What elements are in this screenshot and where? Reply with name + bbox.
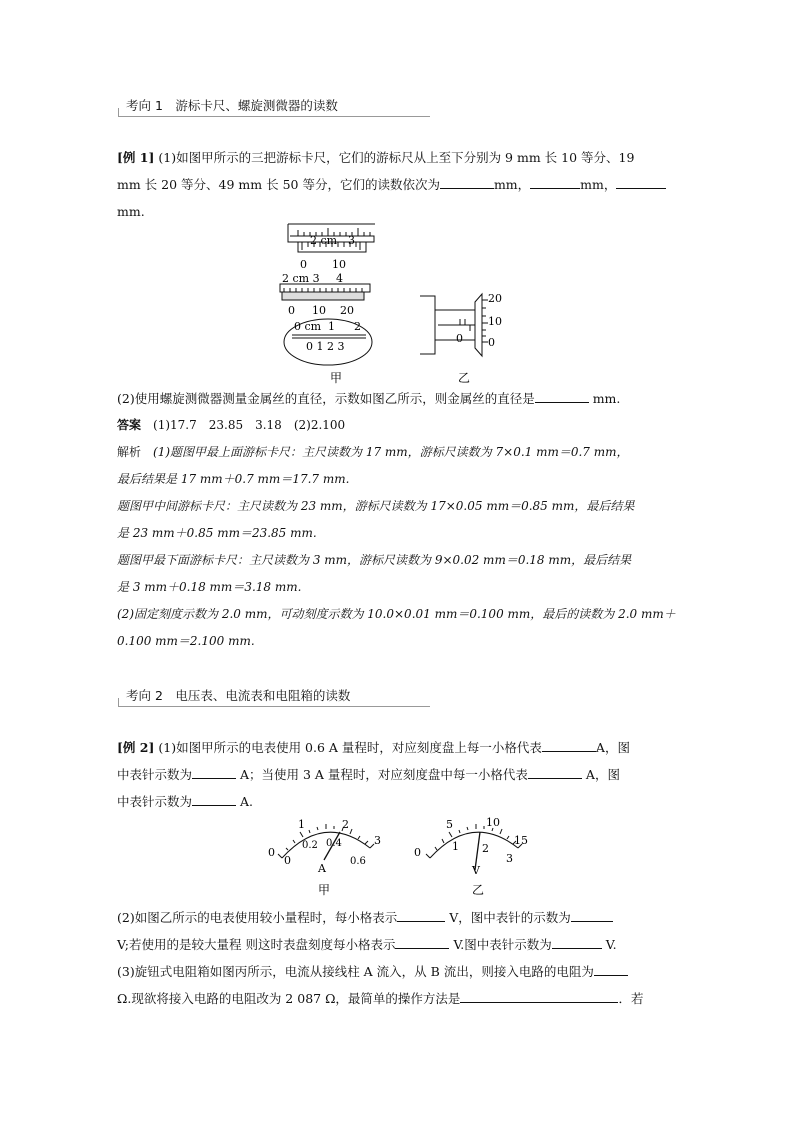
unit-text: mm， <box>493 177 531 192</box>
answer-blank <box>552 936 602 949</box>
scale-label: 0 <box>288 304 295 317</box>
scale-label: 2 <box>354 320 361 333</box>
scale-label: 3 <box>374 834 381 847</box>
scale-label: 20 <box>340 304 354 317</box>
scale-label: 3 <box>348 234 355 247</box>
question-text: (2)使用螺旋测微器测量金属丝的直径，示数如图乙所示，则金属丝的直径是 <box>117 391 535 406</box>
answer-blank <box>542 739 596 752</box>
scale-label: 2 <box>482 842 489 855</box>
scale-label: 0.2 <box>302 840 318 851</box>
answer-blank <box>395 936 449 949</box>
solution-text: 0.100 mm＝2.100 mm. <box>117 634 255 648</box>
section-title: 考向 2 电压表、电流表和电阻箱的读数 <box>126 688 351 703</box>
scale-label: 2 cm <box>310 234 338 247</box>
voltmeter <box>414 816 528 897</box>
answer-blank <box>616 176 666 189</box>
example-1-question <box>117 144 679 225</box>
question-text: 中表针示数为 <box>117 794 193 809</box>
unit-text: A. <box>240 794 254 809</box>
unit-text: V. <box>605 937 617 952</box>
answer-blank <box>535 390 589 403</box>
example-label: [例 1] <box>117 150 155 165</box>
solution-text: 最后结果是 17 mm＋0.7 mm＝17.7 mm. <box>117 472 350 486</box>
question-text: (3)旋钮式电阻箱如图丙所示，电流从接线柱 A 流入，从 B 流出，则接入电路的电阻为 <box>117 964 594 979</box>
scale-label: 0 <box>300 258 307 271</box>
solution-text: 题图甲中间游标卡尺：主尺读数为 23 mm，游标尺读数为 17×0.05 mm＝0.85 mm，最后结果 <box>117 499 635 513</box>
question-text: V，图中表针的示数为 <box>449 910 571 925</box>
figure-caption: 乙 <box>458 371 471 385</box>
figure-calipers-micrometer <box>270 222 530 390</box>
answer-blank <box>594 963 628 976</box>
example-2-question <box>117 734 679 815</box>
scale-label: 0 1 2 3 <box>306 340 345 353</box>
figure-caption: 乙 <box>472 883 485 897</box>
scale-label: 10 <box>488 315 502 328</box>
unit-text: mm， <box>580 177 617 192</box>
question-text: mm 长 20 等分、49 mm 长 50 等分，它们的读数依次为 <box>117 177 440 192</box>
scale-label: 0.4 <box>326 838 342 849</box>
figure-caption: 甲 <box>318 883 331 897</box>
solution-text: 是 23 mm＋0.85 mm＝23.85 mm. <box>117 526 317 540</box>
scale-label: 2 cm 3 <box>282 272 320 285</box>
scale-label: 0.6 <box>350 856 366 867</box>
question-text: ．若 <box>618 991 644 1006</box>
question-text: Ω.现欲将接入电路的电阻改为 2 087 Ω，最简单的操作方法是 <box>117 991 461 1006</box>
scale-label: 2 <box>342 818 349 831</box>
example-1-part2 <box>117 385 679 412</box>
scale-label: 1 <box>298 818 305 831</box>
unit-label: V <box>472 864 480 877</box>
answer-blank <box>460 990 618 1003</box>
solution-text: 题图甲最下面游标卡尺：主尺读数为 3 mm，游标尺读数为 9×0.02 mm＝0.18 mm，最后结果 <box>117 553 632 567</box>
scale-label: 0 <box>268 846 275 859</box>
answer-blank <box>571 909 613 922</box>
question-text: (1)如图甲所示的电表使用 0.6 A 量程时，对应刻度盘上每一小格代表 <box>158 740 542 755</box>
caliper-2 <box>280 272 370 317</box>
scale-label: 0 <box>284 854 291 867</box>
figure-meters <box>262 812 532 902</box>
scale-label: 0 cm <box>294 320 322 333</box>
section-header-2 <box>118 686 430 707</box>
solution-text: (2)固定刻度示数为 2.0 mm，可动刻度示数为 10.0×0.01 mm＝0.100 mm，最后的读数为 2.0 mm＋ <box>117 607 676 621</box>
scale-label: 1 <box>452 840 459 853</box>
example-1-answer <box>117 412 679 439</box>
unit-text: mm. <box>592 391 621 406</box>
example-label: [例 2] <box>117 740 155 755</box>
answer-blank <box>192 793 236 806</box>
answer-blank <box>192 766 236 779</box>
question-text: A，图 <box>585 767 620 782</box>
solution-text: 是 3 mm＋0.18 mm＝3.18 mm. <box>117 580 302 594</box>
section-title: 考向 1 游标卡尺、螺旋测微器的读数 <box>126 98 338 113</box>
ammeter <box>268 818 381 897</box>
question-text: (2)如图乙所示的电表使用较小量程时，每小格表示 <box>117 910 398 925</box>
section-header-1 <box>118 96 430 117</box>
scale-label: 10 <box>486 816 500 829</box>
scale-label: 0 <box>456 332 463 345</box>
solution-label: 解析 <box>117 445 142 459</box>
scale-label: 10 <box>332 258 346 271</box>
answer-text: (1)17.7 23.85 3.18 (2)2.100 <box>153 418 346 432</box>
caliper-3 <box>284 319 372 365</box>
answer-label: 答案 <box>117 418 142 432</box>
scale-label: 3 <box>506 852 513 865</box>
question-text: (1)如图甲所示的三把游标卡尺，它们的游标尺从上至下分别为 9 mm 长 10 等分、19 <box>158 150 635 165</box>
micrometer <box>420 292 502 356</box>
example-1-solution <box>117 439 679 655</box>
question-text: A；当使用 3 A 量程时，对应刻度盘中每一小格代表 <box>240 767 528 782</box>
caliper-1 <box>288 224 375 271</box>
question-text: 中表针示数为 <box>117 767 193 782</box>
question-text: V;若使用的是较大量程 则这时表盘刻度每小格表示 <box>117 937 396 952</box>
solution-text: (1)题图甲最上面游标卡尺：主尺读数为 17 mm，游标尺读数为 7×0.1 mm＝0.7 mm， <box>153 445 629 459</box>
question-text: V.图中表针示数为 <box>453 937 552 952</box>
answer-blank <box>397 909 445 922</box>
example-2-part2 <box>117 904 679 1012</box>
scale-label: 20 <box>488 292 502 305</box>
unit-label: A <box>318 862 326 875</box>
answer-blank <box>440 176 494 189</box>
unit-text: mm. <box>117 204 145 219</box>
figure-caption: 甲 <box>330 371 343 385</box>
scale-label: 0 <box>414 846 421 859</box>
scale-label: 15 <box>514 834 528 847</box>
question-text: A，图 <box>595 740 630 755</box>
answer-blank <box>528 766 582 779</box>
answer-blank <box>530 176 580 189</box>
scale-label: 1 <box>328 320 335 333</box>
scale-label: 0 <box>488 336 495 349</box>
scale-label: 10 <box>312 304 326 317</box>
scale-label: 4 <box>336 272 343 285</box>
scale-label: 5 <box>446 818 453 831</box>
